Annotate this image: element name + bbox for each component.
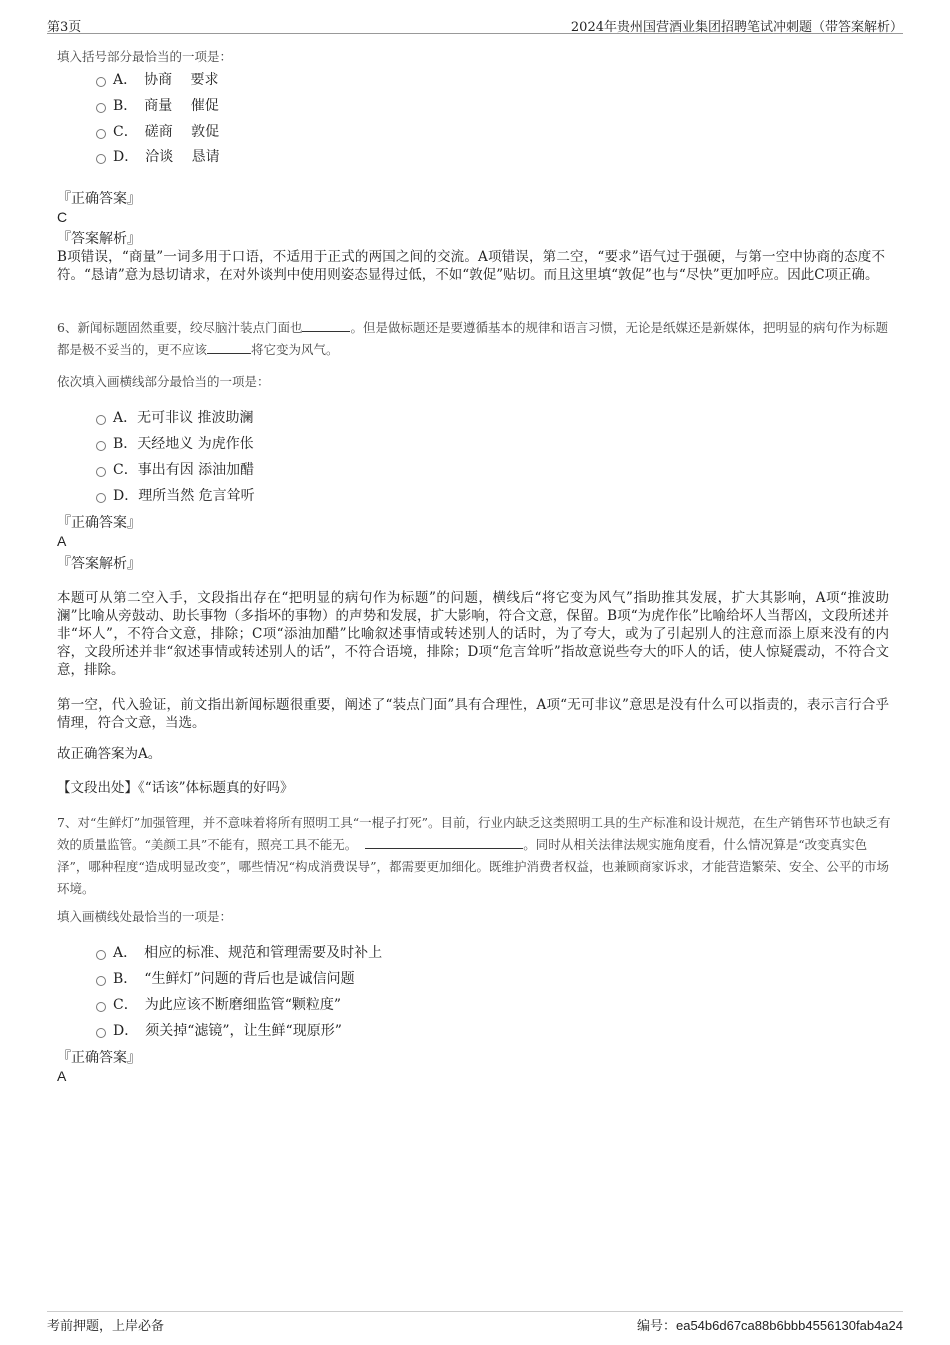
q6-option-b[interactable]: B．天经地义 为虎作伥 [96,433,254,455]
radio-icon [96,493,106,503]
q6-analysis-p1: 本题可从第二空入手，文段指出存在“把明显的病句作为标题”的问题，横线后“将它变为风气”指助推其发展，扩大其影响，A项“推波助澜”比喻从旁鼓动、助长事物（多指坏的事物）的声势和发展，扩大影响，符合文意，保留。B项“为虎作伥”比喻给坏人当帮凶，文段所述并非“坏人”，不符合文意，排除；C项“添油加醋”比喻叙述事情或转述别人的话时，为了夸大，或为了引起别人的注意而添上原来没有的内容，文段所述并非“叙述事情或转述别人的话”，不符合语境，排除；D项“危言耸听”指故意说些夸大的吓人的话，使人惊疑震动，不符合文意，排除。 [57,590,889,678]
radio-icon [96,154,106,164]
q6-prompt: 依次填入画横线部分最恰当的一项是： [57,374,270,389]
q6-text: 6、新闻标题固然重要，绞尽脑汁装点门面也 。但是做标题还是要遵循基本的规律和语言习惯，无论是纸媒还是新媒体，把明显的病句作为标题都是极不妥当的，更不应该 将它变为风气。 [57,320,888,357]
q7-answer-label: 『正确答案』 [57,1050,141,1066]
q6-source: 【文段出处】《“话该”体标题真的好吗》 [57,780,294,796]
document-id: 编号：ea54b6d67ca88b6bbb4556130fab4a24 [636,1318,903,1333]
q6-option-d[interactable]: D．理所当然 危言耸听 [96,485,255,507]
radio-icon [96,415,106,425]
q7-answer: A [57,1068,67,1084]
radio-icon [96,950,106,960]
q6-option-a[interactable]: A．无可非议 推波助澜 [96,407,254,429]
radio-icon [96,1028,106,1038]
q5-prompt: 填入括号部分最恰当的一项是： [57,49,233,64]
radio-icon [96,77,106,87]
page-footer [47,1311,903,1335]
radio-icon [96,129,106,139]
footer-slogan: 考前押题，上岸必备 [47,1319,165,1334]
q6-analysis-label: 『答案解析』 [57,556,141,572]
q5-option-a[interactable]: A． 协商 要求 [96,69,219,91]
q7-prompt: 填入画横线处最恰当的一项是： [57,909,233,924]
q5-option-d[interactable]: D． 洽谈 恳请 [96,146,220,168]
q7-option-b[interactable]: B． “生鲜灯”问题的背后也是诚信问题 [96,968,355,990]
q7-option-c[interactable]: C． 为此应该不断磨细监管“颗粒度” [96,994,341,1016]
radio-icon [96,976,106,986]
page-number: 第3页 [47,20,82,35]
q6-analysis-p2: 第一空，代入验证，前文指出新闻标题很重要，阐述了“装点门面”具有合理性，A项“无可非议”意思是没有什么可以指责的，表示言行合乎情理，符合文意，当选。 [57,697,889,731]
radio-icon [96,1002,106,1012]
radio-icon [96,441,106,451]
q6-answer: A [57,533,67,549]
q5-option-b[interactable]: B． 商量 催促 [96,95,219,117]
radio-icon [96,467,106,477]
document-title: 2024年贵州国营酒业集团招聘笔试冲刺题（带答案解析） [570,20,903,35]
q7-text: 7、对“生鲜灯”加强管理，并不意味着将所有照明工具“一棍子打死”。目前，行业内缺乏这类照明工具的生产标准和设计规范，在生产销售环节也缺乏有效的质量监管。“美颜工具”不能有，照亮工具不能无。 。同时从相关法律法规实施角度看，什么情况算是“改变真实色泽”，哪种程度“造成明显改变”，哪些情况“构成消费误导”，都需要更加细化。既维护消费者权益，也兼顾商家诉求，才能营造繁荣、安全、公平的市场环境。 [57,815,891,896]
q6-analysis-p3: 故正确答案为A。 [57,746,162,762]
q7-option-d[interactable]: D． 须关掉“滤镜”，让生鲜“现原形” [96,1020,342,1042]
q7-option-a[interactable]: A． 相应的标准、规范和管理需要及时补上 [96,942,382,964]
q6-answer-label: 『正确答案』 [57,515,141,531]
q5-analysis-label: 『答案解析』 [57,231,141,247]
q6-option-c[interactable]: C．事出有因 添油加醋 [96,459,254,481]
q5-answer: C [57,209,68,225]
radio-icon [96,103,106,113]
q5-analysis: B项错误，“商量”一词多用于口语，不适用于正式的两国之间的交流。A项错误，第二空，“要求”语气过于强硬，与第一空中协商的态度不符。“恳请”意为恳切请求，在对外谈判中使用则姿态显得过低，不如“敦促”贴切。而且这里填“敦促”也与“尽快”更加呼应。因此C项正确。 [57,249,885,283]
q5-answer-label: 『正确答案』 [57,191,141,207]
page-header [47,14,903,34]
q5-option-c[interactable]: C． 磋商 敦促 [96,121,219,143]
